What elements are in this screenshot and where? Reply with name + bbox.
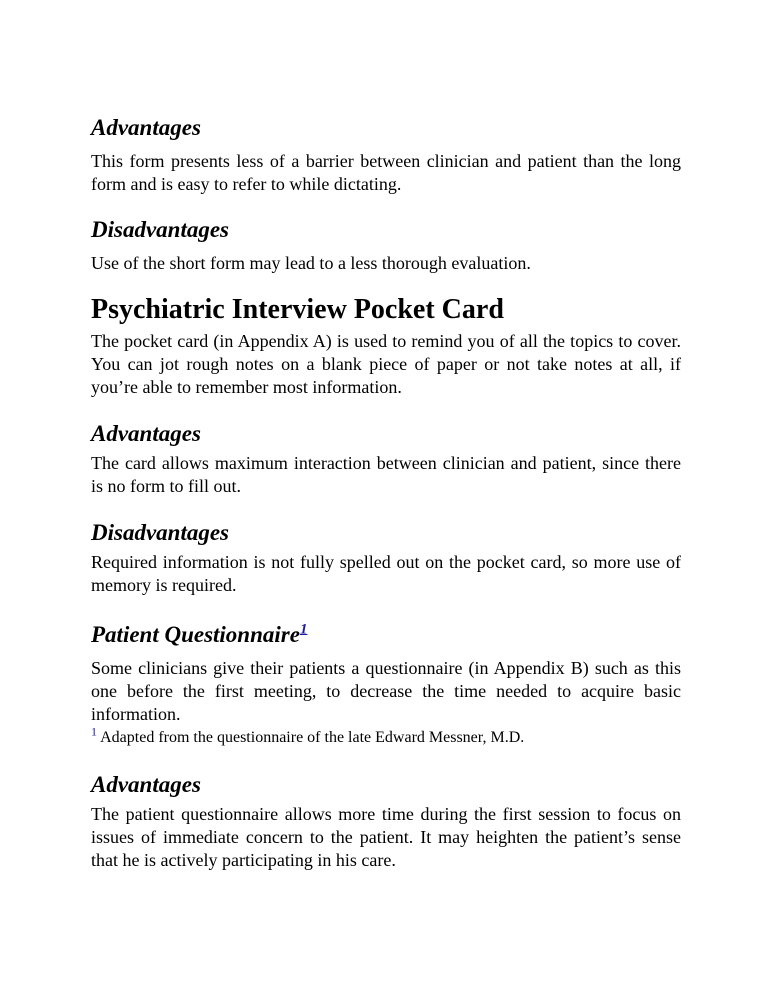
- advantages-paragraph: This form presents less of a barrier between clinician and patient than the long form and is easy to refer to while dictating.: [91, 151, 681, 194]
- questionnaire-advantages-heading: Advantages: [91, 772, 201, 797]
- disadvantages-paragraph: Use of the short form may lead to a less thorough evaluation.: [91, 253, 531, 273]
- document-page: [91, 112, 681, 872]
- card-advantages-heading: Advantages: [91, 421, 201, 446]
- card-advantages-paragraph: The card allows maximum interaction between clinician and patient, since there is no form to fill out.: [91, 453, 681, 496]
- card-disadvantages-paragraph: Required information is not fully spelled out on the pocket card, so more use of memory is required.: [91, 552, 681, 595]
- advantages-heading: Advantages: [91, 115, 201, 140]
- footnote-text: Adapted from the questionnaire of the late Edward Messner, M.D.: [100, 729, 525, 746]
- patient-questionnaire-paragraph: Some clinicians give their patients a questionnaire (in Appendix B) such as this one before the first meeting, to decrease the time needed to acquire basic information.: [91, 658, 681, 724]
- patient-questionnaire-title: Patient Questionnaire: [91, 622, 300, 647]
- disadvantages-heading: Disadvantages: [91, 217, 229, 242]
- footnote: [91, 724, 681, 749]
- patient-questionnaire-heading: [91, 619, 681, 651]
- footnote-reference-link[interactable]: 1: [299, 621, 308, 638]
- questionnaire-advantages-paragraph: The patient questionnaire allows more time during the first session to focus on issues of immediate concern to the patient. It may heighten the patient’s sense that he is actively participating in his care.: [91, 804, 681, 870]
- footnote-number: 1: [91, 724, 97, 739]
- pocket-card-paragraph: The pocket card (in Appendix A) is used to remind you of all the topics to cover. You can jot rough notes on a blank piece of paper or not take notes at all, if you’re able to remember most information.: [91, 331, 681, 397]
- pocket-card-heading: Psychiatric Interview Pocket Card: [91, 294, 504, 325]
- card-disadvantages-heading: Disadvantages: [91, 520, 229, 545]
